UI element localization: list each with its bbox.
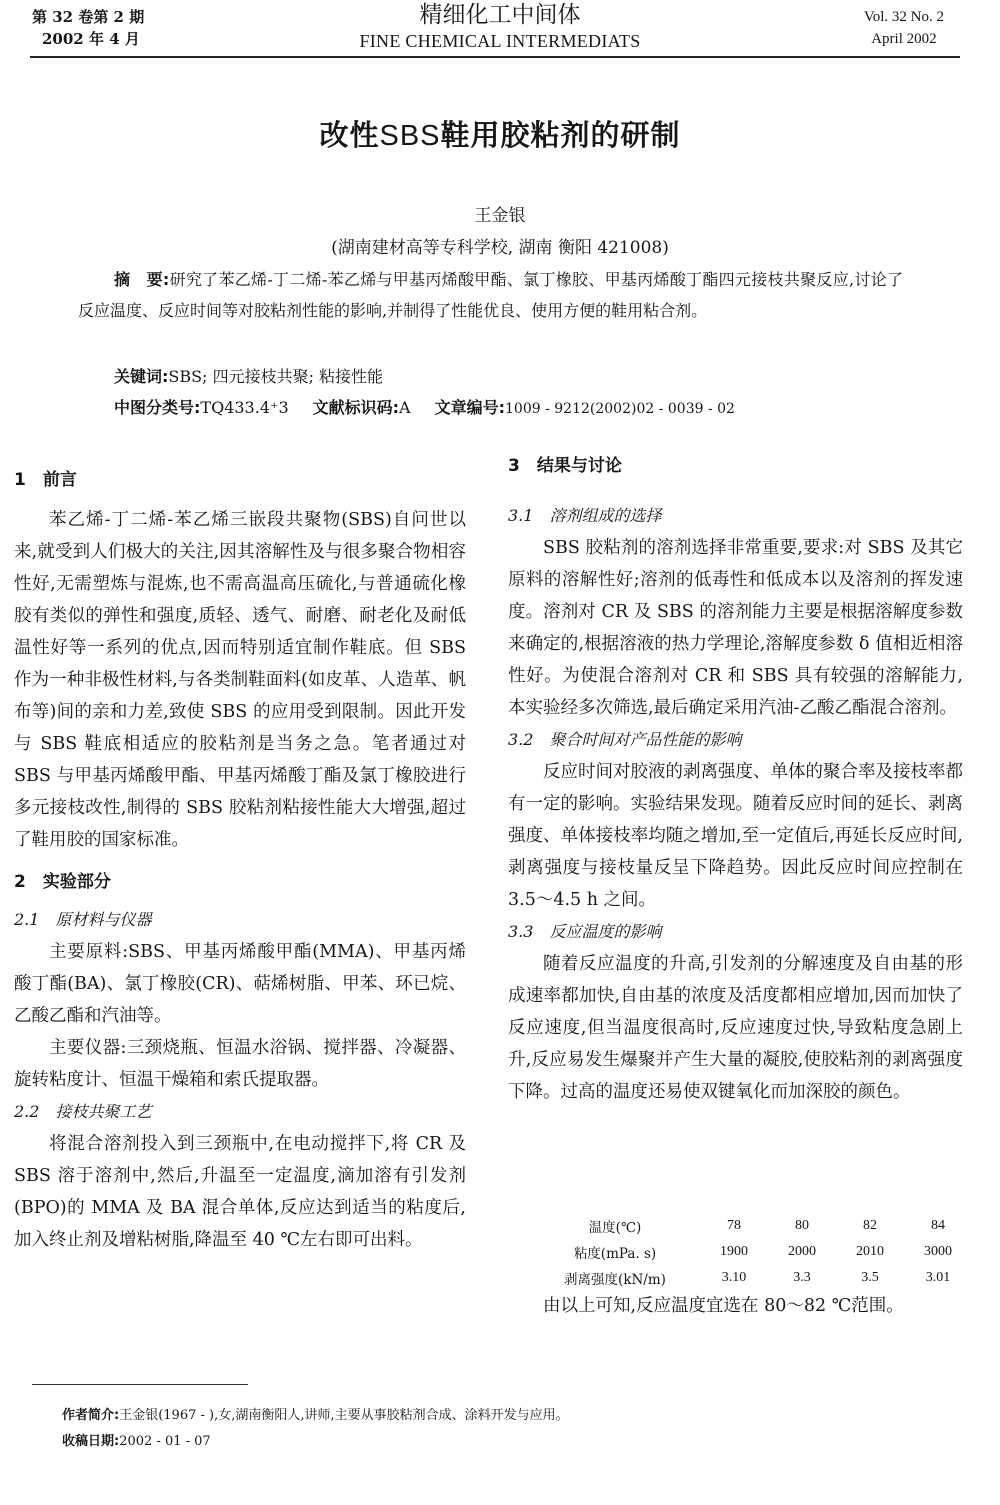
volume-en: Vol. 32 No. 2	[863, 9, 944, 25]
article-number: 1009 - 9212(2002)02 - 0039 - 02	[505, 401, 735, 417]
title-post: 鞋用胶粘剂的研制	[440, 118, 681, 152]
author-bio-label: 作者简介:	[62, 1408, 120, 1423]
table-cell: 2000	[788, 1244, 816, 1259]
doc-code: A	[399, 398, 411, 417]
section-3-3-paragraph: 随着反应温度的升高,引发剂的分解速度及自由基的形成速率都加快,自由基的浓度及活度都相应增加,因而加快了反应速度,但当温度很高时,反应速度过快,导致粘度急剧上升,反应易发生爆聚并产生大量的凝胶,使胶粘剂的剥离强度下降。过高的温度还易使双键氧化而加深胶的颜色。	[508, 954, 963, 1102]
footnote-rule	[32, 1384, 248, 1385]
issue-date: 2002 年 4 月	[42, 30, 140, 48]
keywords-label: 关键词:	[114, 367, 169, 386]
left-column	[14, 464, 466, 1256]
journal-name-cn: 精细化工中间体	[419, 2, 581, 28]
section-3-2-paragraph: 反应时间对胶液的剥离强度、单体的聚合率及接枝率都有一定的影响。实验结果发现。随着反应时间的延长、剥离强度、单体接枝率均随之增加,至一定值后,再延长反应时间,剥离强度与接枝量反呈下降趋势。因此反应时间应控制在 3.5～4.5 h 之间。	[508, 762, 963, 910]
section-3-1-paragraph: SBS 胶粘剂的溶剂选择非常重要,要求:对 SBS 及其它原料的溶解性好;溶剂的低毒性和低成本以及溶剂的挥发速度。溶剂对 CR 及 SBS 的溶剂能力主要是根据溶解度参数来确定的,根据溶液的热力学理论,溶解度参数 δ 值相近相溶性好。为使混合溶剂对 CR 和 SBS 具有较强的溶解能力,本实验经多次筛选,最后确定采用汽油-乙酸乙酯混合溶剂。	[508, 538, 963, 718]
section-2-2-title: 2.2 接枝共聚工艺	[14, 1102, 152, 1121]
abstract	[78, 264, 903, 326]
section-3-title: 3 结果与讨论	[508, 456, 622, 476]
table-cell: 3.3	[793, 1270, 811, 1285]
section-3-3-title: 3.3 反应温度的影响	[508, 922, 662, 941]
table-cell: 80	[795, 1218, 809, 1233]
author-bio-text: 王金银(1967 - ),女,湖南衡阳人,讲师,主要从事胶粘剂合成、涂料开发与应用。	[119, 1408, 569, 1423]
section-3-1-title: 3.1 溶剂组成的选择	[508, 506, 662, 525]
title-pre: 改性	[319, 118, 380, 152]
table-cell: 84	[931, 1218, 945, 1233]
journal-name-en: FINE CHEMICAL INTERMEDIATS	[359, 31, 641, 51]
section-2-2-paragraph: 将混合溶剂投入到三颈瓶中,在电动搅拌下,将 CR 及 SBS 溶于溶剂中,然后,升温至一定温度,滴加溶有引发剂(BPO)的 MMA 及 BA 混合单体,反应达到适当的粘度后,加入终止剂及增粘树脂,降温至 40 ℃左右即可出料。	[14, 1134, 466, 1250]
classification	[114, 395, 735, 422]
table-row-label: 粘度(mPa. s)	[573, 1246, 657, 1262]
table-cell: 3.10	[721, 1270, 747, 1285]
section-2-1-instruments: 主要仪器:三颈烧瓶、恒温水浴锅、搅拌器、冷凝器、旋转粘度计、恒温干燥箱和索氏提取器。	[14, 1038, 466, 1090]
table-cell: 1900	[720, 1244, 748, 1259]
table-cell: 82	[863, 1218, 877, 1233]
table-cell: 2010	[856, 1244, 884, 1259]
table-row-label: 温度(℃)	[588, 1220, 642, 1236]
doc-code-label: 文献标识码:	[312, 398, 400, 417]
section-2-title: 2 实验部分	[14, 872, 111, 892]
received-date-text: 2002 - 01 - 07	[119, 1434, 211, 1449]
journal-volume-en	[864, 6, 944, 50]
paper-title	[0, 113, 1000, 154]
journal-name	[0, 0, 1000, 52]
author-bio	[62, 1405, 569, 1427]
table-row	[530, 1265, 972, 1291]
abstract-label: 摘 要:	[114, 270, 170, 289]
section-3-2-title: 3.2 聚合时间对产品性能的影响	[508, 730, 742, 749]
section-2-1-materials: 主要原料:SBS、甲基丙烯酸甲酯(MMA)、甲基丙烯酸丁酯(BA)、氯丁橡胶(CR)、萜烯树脂、甲苯、环已烷、乙酸乙酯和汽油等。	[14, 942, 466, 1026]
title-latin: SBS	[379, 120, 441, 152]
received-date	[62, 1431, 211, 1453]
clc-label: 中图分类号:	[114, 398, 201, 417]
received-date-label: 收稿日期:	[62, 1434, 120, 1449]
date-en: April 2002	[871, 31, 937, 47]
author-name: 王金银	[474, 206, 526, 226]
right-column	[508, 450, 963, 1108]
table-cell: 3.01	[925, 1270, 951, 1285]
abstract-text: 研究了苯乙烯-丁二烯-苯乙烯与甲基丙烯酸甲酯、氯丁橡胶、甲基丙烯酸丁酯四元接枝共聚反应,讨论了反应温度、反应时间等对胶粘剂性能的影响,并制得了性能优良、使用方便的鞋用粘合剂。	[78, 270, 903, 320]
table-row-label: 剥离强度(kN/m)	[564, 1272, 666, 1288]
keywords-text: SBS; 四元接枝共聚; 粘接性能	[168, 367, 384, 386]
volume-issue: 第 32 卷第 2 期	[32, 8, 145, 26]
section-1-paragraph: 苯乙烯-丁二烯-苯乙烯三嵌段共聚物(SBS)自问世以来,就受到人们极大的关注,因其溶解性及与很多聚合物相容性好,无需塑炼与混炼,也不需高温高压硫化,与普通硫化橡胶有类似的弹性和强度,质轻、透气、耐磨、耐老化及耐低温性好等一系列的优点,因而特别适宜制作鞋底。但 SBS 作为一种非极性材料,与各类制鞋面料(如皮革、人造革、帆布等)间的亲和力差,致使 SBS 的应用受到限制。因此开发与 SBS 鞋底相适应的胶粘剂是当务之急。笔者通过对 SBS 与甲基丙烯酸甲酯、甲基丙烯酸丁酯及氯丁橡胶进行多元接枝改性,制得的 SBS 胶粘剂粘接性能大大增强,超过了鞋用胶的国家标准。	[14, 510, 466, 850]
table-row	[530, 1239, 972, 1265]
author-affiliation: (湖南建材高等专科学校, 湖南 衡阳 421008)	[331, 238, 669, 258]
header-rule	[30, 56, 960, 58]
section-1-title: 1 前言	[14, 470, 77, 490]
clc-number: TQ433.4⁺3	[200, 398, 289, 417]
conclusion-line: 由以上可知,反应温度宜选在 80～82 ℃范围。	[543, 1296, 904, 1316]
table-cell: 78	[727, 1218, 741, 1233]
table-row	[530, 1213, 972, 1239]
temperature-table	[530, 1213, 972, 1291]
table-cell: 3.5	[861, 1270, 879, 1285]
article-number-label: 文章编号:	[434, 398, 505, 417]
table-cell: 3000	[924, 1244, 952, 1259]
keywords	[114, 364, 383, 390]
section-2-1-title: 2.1 原材料与仪器	[14, 910, 152, 929]
